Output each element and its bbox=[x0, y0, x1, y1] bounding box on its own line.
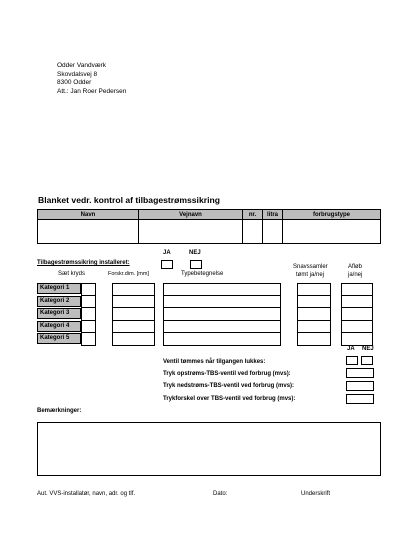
trykforskel-field[interactable] bbox=[346, 394, 374, 404]
forskr-dim-column bbox=[112, 283, 155, 346]
tryk-opstroms-field[interactable] bbox=[346, 368, 374, 378]
address-line-4: Att.: Jan Roer Pedersen bbox=[57, 87, 127, 95]
tryk-nedstroms-field[interactable] bbox=[346, 381, 374, 391]
ventil-ja-checkbox[interactable] bbox=[346, 356, 358, 365]
question-tryk-opstroms: Tryk opstrøms-TBS-ventil ved forbrug (mvs): bbox=[163, 371, 291, 377]
address-line-3: 8300 Odder bbox=[57, 79, 92, 87]
navn-field[interactable] bbox=[38, 220, 139, 244]
saet-kryds-cell[interactable] bbox=[81, 321, 96, 334]
vejnavn-field[interactable] bbox=[139, 220, 243, 244]
snavssamler-tomt-label: tømt ja/nej bbox=[296, 272, 325, 278]
afloeb-column bbox=[341, 283, 373, 346]
date-label: Dato: bbox=[213, 491, 228, 497]
header-vejnavn: Vejnavn bbox=[139, 210, 243, 220]
forskr-dim-label: Forskr.dim. [mm] bbox=[108, 271, 149, 277]
typebetegnelse-cell[interactable] bbox=[163, 321, 281, 334]
address-line-1: Odder Vandværk bbox=[57, 62, 107, 69]
afloeb-cell[interactable] bbox=[341, 308, 373, 321]
snavssamler-column bbox=[297, 283, 331, 346]
snavssamler-cell[interactable] bbox=[297, 296, 331, 309]
header-navn: Navn bbox=[38, 210, 139, 220]
installed-ja-checkbox[interactable] bbox=[161, 260, 173, 269]
installed-label: Tilbagestrømssikring installeret: bbox=[37, 260, 130, 266]
address-block bbox=[57, 62, 126, 96]
forskr-dim-cell[interactable] bbox=[112, 283, 155, 296]
remarks-textarea[interactable] bbox=[37, 422, 381, 476]
afloeb-janej-label: ja/nej bbox=[348, 272, 363, 278]
address-line-2: Skovdalsvej 8 bbox=[57, 70, 98, 78]
table-input-row[interactable] bbox=[38, 220, 381, 244]
typebetegnelse-cell[interactable] bbox=[163, 296, 281, 309]
question-tryk-nedstroms: Tryk nedstrøms-TBS-ventil ved forbrug (mvs): bbox=[163, 383, 295, 389]
forbrugstype-field[interactable] bbox=[283, 220, 381, 244]
snavssamler-cell[interactable] bbox=[297, 321, 331, 334]
category-label: Kategori 3 bbox=[37, 308, 81, 319]
category-label: Kategori 1 bbox=[37, 283, 81, 294]
nr-field[interactable] bbox=[243, 220, 263, 244]
installer-label: Aut. VVS-installatør, navn, adr. og tlf. bbox=[37, 491, 136, 497]
snavssamler-label: Snavssamler bbox=[293, 264, 328, 270]
questions-ja-label: JA bbox=[347, 346, 355, 352]
forskr-dim-cell[interactable] bbox=[112, 333, 155, 346]
header-litra: litra bbox=[263, 210, 283, 220]
form-title: Blanket vedr. kontrol af tilbagestrømssikring bbox=[38, 195, 220, 205]
snavssamler-cell[interactable] bbox=[297, 333, 331, 346]
saet-kryds-column bbox=[81, 283, 96, 346]
remarks-label: Bemærkninger: bbox=[37, 408, 82, 414]
forskr-dim-cell[interactable] bbox=[112, 321, 155, 334]
afloeb-label: Afløb bbox=[348, 264, 363, 270]
table-header-row bbox=[38, 210, 381, 220]
installed-nej-label: NEJ bbox=[189, 250, 201, 256]
saet-kryds-cell[interactable] bbox=[81, 333, 96, 346]
typebetegnelse-cell[interactable] bbox=[163, 333, 281, 346]
litra-field[interactable] bbox=[263, 220, 283, 244]
saet-kryds-cell[interactable] bbox=[81, 308, 96, 321]
afloeb-cell[interactable] bbox=[341, 321, 373, 334]
question-trykforskel: Trykforskel over TBS-ventil ved forbrug (mvs): bbox=[163, 396, 296, 402]
afloeb-cell[interactable] bbox=[341, 283, 373, 296]
saet-kryds-cell[interactable] bbox=[81, 296, 96, 309]
afloeb-cell[interactable] bbox=[341, 333, 373, 346]
typebetegnelse-label: Typebetegnelse bbox=[181, 271, 224, 277]
customer-info-table bbox=[37, 209, 381, 244]
saet-kryds-label: Sæt kryds bbox=[58, 271, 86, 277]
snavssamler-cell[interactable] bbox=[297, 283, 331, 296]
installed-nej-checkbox[interactable] bbox=[190, 260, 202, 269]
typebetegnelse-cell[interactable] bbox=[163, 283, 281, 296]
header-nr: nr. bbox=[243, 210, 263, 220]
category-label: Kategori 5 bbox=[37, 333, 81, 344]
afloeb-cell[interactable] bbox=[341, 296, 373, 309]
header-forbrugstype: forbrugstype bbox=[283, 210, 381, 220]
category-label: Kategori 4 bbox=[37, 321, 81, 332]
typebetegnelse-cell[interactable] bbox=[163, 308, 281, 321]
category-label: Kategori 2 bbox=[37, 296, 81, 307]
saet-kryds-cell[interactable] bbox=[81, 283, 96, 296]
installed-ja-label: JA bbox=[163, 250, 171, 256]
forskr-dim-cell[interactable] bbox=[112, 308, 155, 321]
forskr-dim-cell[interactable] bbox=[112, 296, 155, 309]
questions-nej-label: NEJ bbox=[362, 346, 374, 352]
signature-label: Underskrift bbox=[301, 491, 331, 497]
ventil-nej-checkbox[interactable] bbox=[361, 356, 373, 365]
question-ventil-tommes: Ventil tømmes når tilgangen lukkes: bbox=[163, 359, 266, 365]
typebetegnelse-column bbox=[163, 283, 281, 346]
snavssamler-cell[interactable] bbox=[297, 308, 331, 321]
